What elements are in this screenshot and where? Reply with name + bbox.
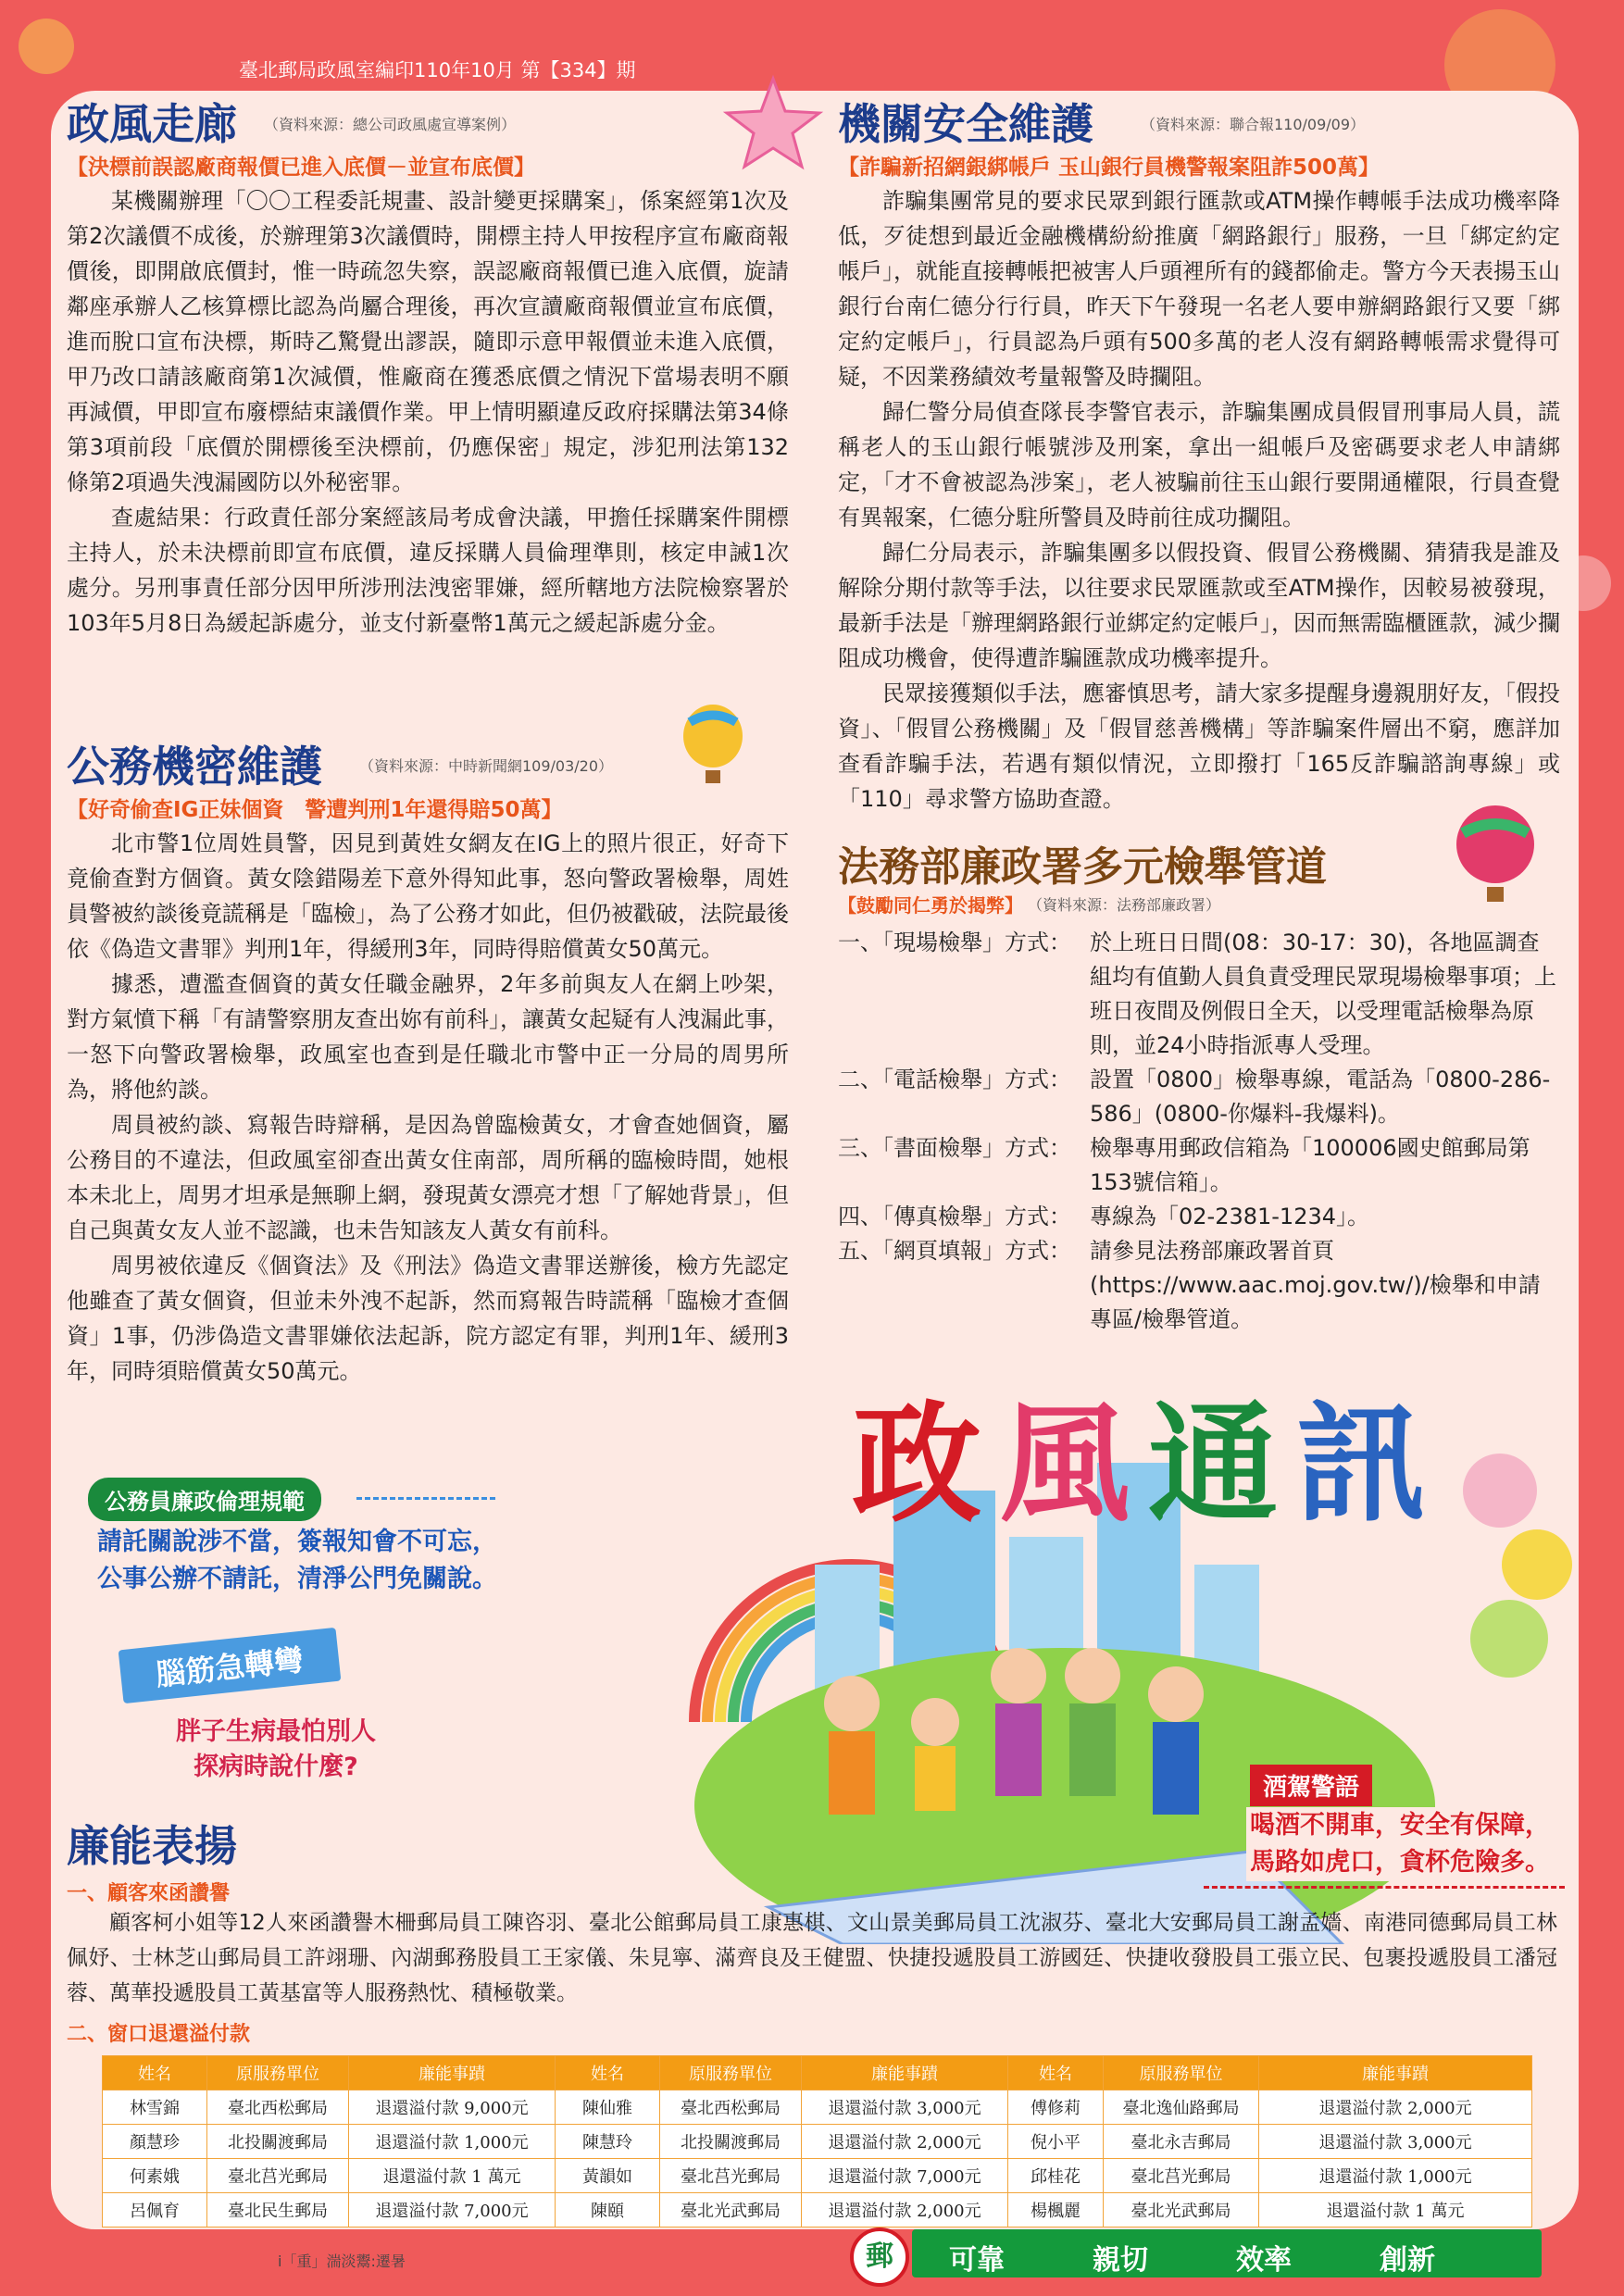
table-header: 姓名: [1008, 2056, 1104, 2090]
report-list: [838, 926, 1560, 1337]
item-label: 五、「網頁填報」方式：: [838, 1238, 1071, 1264]
slogan: 可靠: [949, 2244, 1005, 2277]
paragraph: 北市警1位周姓員警，因見到黃姓女網友在IG上的照片很正，好奇下竟偷查對方個資。黃女陰錯陽差下意外得知此事，怒向警政署檢舉，周姓員警被約談後竟謊稱是「臨檢」，為了公務才如此，但仍被戳破，法院最後依《偽造文書罪》判刑1年，得緩刑3年，同時得賠償黃女50萬元。: [67, 830, 789, 962]
table-cell: 黃韻如: [556, 2159, 660, 2193]
praise-sec2-title: 二、窗口退還溢付款: [67, 2023, 251, 2046]
paragraph: 據悉，遭濫查個資的黃女任職金融界，2年多前與友人在網上吵架，對方氣憤下稱「有請警察朋友查出妳有前科」，讓黃女起疑有人洩漏此事，一怒下向警政署檢舉，政風室也查到是任職北市警中正一分局的周男所為，將他約談。: [67, 971, 789, 1103]
table-cell: 臺北西松郵局: [207, 2090, 349, 2125]
table-row: [103, 2193, 1532, 2227]
table-header-row: [103, 2056, 1532, 2090]
drunk-line: 喝酒不開車，安全有保障，: [1250, 1811, 1550, 1840]
table-cell: 陳慧玲: [556, 2125, 660, 2159]
table-row: [103, 2090, 1532, 2125]
item-text: 於上班日日間(08：30-17：30)，各地區調查組均有值勤人員負責受理民眾現場檢舉事項；上班日夜間及例假日全天，以受理電話檢舉為原則，並24小時指派專人受理。: [1090, 930, 1556, 1058]
table-cell: 臺北光武郵局: [660, 2193, 802, 2227]
table-header: 廉能事蹟: [1259, 2056, 1532, 2090]
table-cell: 陳頤: [556, 2193, 660, 2227]
security-subtitle: 【詐騙新招網銀綁帳戶 玉山銀行員機警報案阻詐500萬】: [838, 156, 1380, 180]
table-cell: 呂佩育: [103, 2193, 207, 2227]
balloon-icon: [681, 704, 745, 787]
table-cell: 退還溢付款 2,000元: [802, 2193, 1008, 2227]
table-header: 原服務單位: [207, 2056, 349, 2090]
table-cell: 退還溢付款 9,000元: [349, 2090, 556, 2125]
table-cell: 退還溢付款 3,000元: [802, 2090, 1008, 2125]
secret-body: [67, 826, 789, 1389]
table-row: [103, 2159, 1532, 2193]
list-item: [838, 1234, 1560, 1337]
item-text: 專線為「02-2381-1234」。: [1090, 1204, 1370, 1229]
masthead-char: 政: [852, 1390, 1001, 1541]
ethics-text: [97, 1524, 497, 1598]
table-cell: 楊楓麗: [1008, 2193, 1104, 2227]
table-header: 姓名: [556, 2056, 660, 2090]
paragraph: 歸仁警分局偵查隊長李警官表示，詐騙集團成員假冒刑事局人員，謊稱老人的玉山銀行帳號涉及刑案，拿出一組帳戶及密碼要求老人申請綁定，「才不會被認為涉案」，老人被騙前往玉山銀行要開通權限，行員查覺有異報案，仁德分駐所警員及時前往成功攔阻。: [838, 399, 1560, 530]
table-cell: 臺北光武郵局: [1104, 2193, 1259, 2227]
table-cell: 倪小平: [1008, 2125, 1104, 2159]
table-cell: 退還溢付款 7,000元: [802, 2159, 1008, 2193]
report-source: （資料來源：法務部廉政署）: [1028, 896, 1221, 914]
ethics-line: 公事公辦不請託，清淨公門免關說。: [97, 1565, 497, 1593]
table-cell: 顏慧珍: [103, 2125, 207, 2159]
drunk-line: 馬路如虎口，貪杯危險多。: [1250, 1848, 1550, 1877]
table-cell: 臺北西松郵局: [660, 2090, 802, 2125]
item-label: 一、「現場檢舉」方式：: [838, 930, 1071, 955]
riddle-ribbon: 腦筋急轉彎: [119, 1628, 342, 1703]
ethics-badge: 公務員廉政倫理規範: [88, 1478, 321, 1521]
table-header: 原服務單位: [1104, 2056, 1259, 2090]
list-item: [838, 1063, 1560, 1131]
table-cell: 臺北逸仙路郵局: [1104, 2090, 1259, 2125]
secret-subtitle: 【好奇偷查IG正妹個資 警遭判刑1年還得賠50萬】: [67, 798, 563, 822]
divider: [356, 1497, 495, 1500]
masthead-char: 風: [1000, 1390, 1149, 1541]
riddle-text: [176, 1715, 376, 1785]
praise-sec1-title: 一、顧客來函讚譽: [67, 1882, 231, 1905]
table-header: 原服務單位: [660, 2056, 802, 2090]
table-cell: 林雪錦: [103, 2090, 207, 2125]
corridor-body: [67, 183, 789, 641]
secret-title: 公務機密維護: [67, 742, 322, 792]
masthead-char: 訊: [1296, 1390, 1445, 1541]
table-cell: 退還溢付款 1 萬元: [349, 2159, 556, 2193]
table-cell: 北投關渡郵局: [207, 2125, 349, 2159]
table-header: 姓名: [103, 2056, 207, 2090]
paragraph: 顧客柯小姐等12人來函讚譽木柵郵局員工陳咨羽、臺北公館郵局員工康惠棋、文山景美郵局員工沈淑芬、臺北大安郵局員工謝孟嬙、南港同德郵局員工林佩妤、士林芝山郵局員工許翊珊、內湖郵務股員工王家儀、朱見寧、滿齊良及王健盟、快捷投遞股員工游國廷、快捷收發股員工張立民、包裹投遞股員工潘冠蓉、萬華投遞股員工黃基富等人服務熱忱、積極敬業。: [67, 1911, 1557, 2005]
paragraph: 歸仁分局表示，詐騙集團多以假投資、假冒公務機關、猜猜我是誰及解除分期付款等手法，以往要求民眾匯款或至ATM操作，因較易被發現，最新手法是「辦理網路銀行並綁定約定帳戶」，因而無需臨櫃匯款，減少攔阻成功機會，使得遭詐騙匯款成功機率提升。: [838, 540, 1560, 671]
report-subtitle: 【鼓勵同仁勇於揭弊】: [838, 894, 1023, 917]
slogan: 創新: [1380, 2244, 1435, 2277]
masthead-title: [852, 1361, 1444, 1547]
list-item: [838, 1200, 1560, 1234]
item-label: 四、「傳真檢舉」方式：: [838, 1204, 1071, 1229]
paragraph: 周男被依違反《個資法》及《刑法》偽造文書罪送辦後，檢方先認定他雖查了黃女個資，但並未外洩不起訴，然而寫報告時謊稱「臨檢才查個資」1事，仍涉偽造文書罪嫌依法起訴，院方認定有罪，判刑1年、緩刑3年，同時須賠償黃女50萬元。: [67, 1253, 789, 1384]
security-title: 機關安全維護: [838, 99, 1093, 149]
list-item: [838, 1131, 1560, 1200]
slogan-bar: [912, 2229, 1542, 2277]
table-cell: 退還溢付款 7,000元: [349, 2193, 556, 2227]
report-title: 法務部廉政署多元檢舉管道: [838, 843, 1327, 891]
paragraph: 周員被約談、寫報告時辯稱，是因為曾臨檢黃女，才會查她個資，屬公務目的不違法，但政風室卻查出黃女住南部，周所稱的臨檢時間，她根本未北上，周男才坦承是無聊上網，發現黃女漂亮才想「了解她背景」，但自己與黃女友人並不認識，也未告知該友人黃女有前科。: [67, 1112, 789, 1243]
riddle-line: 胖子生病最怕別人: [176, 1717, 376, 1746]
security-source: （資料來源：聯合報110/09/09）: [1141, 116, 1366, 133]
ethics-line: 請託關說涉不當，簽報知會不可忘，: [97, 1528, 497, 1556]
table-header: 廉能事蹟: [802, 2056, 1008, 2090]
table-row: [103, 2125, 1532, 2159]
item-label: 二、「電話檢舉」方式：: [838, 1067, 1071, 1092]
slogan: 效率: [1236, 2244, 1292, 2277]
item-text: 請參見法務部廉政署首頁(https://www.aac.moj.gov.tw/)/檢舉和申請專區/檢舉管道。: [1090, 1238, 1541, 1332]
table-cell: 退還溢付款 1,000元: [1259, 2159, 1532, 2193]
table-cell: 何素娥: [103, 2159, 207, 2193]
drunk-badge: 酒駕警語: [1250, 1765, 1372, 1806]
paragraph: 查處結果：行政責任部分案經該局考成會決議，甲擔任採購案件開標主持人，於未決標前即宣布底價，違反採購人員倫理準則，核定申誡1次處分。另刑事責任部分因甲所涉刑法洩密罪嫌，經所轄地方法院檢察署於103年5月8日為緩起訴處分，並支付新臺幣1萬元之緩起訴處分金。: [67, 505, 789, 636]
masthead-char: 通: [1148, 1390, 1297, 1541]
decor-sparkle: [19, 19, 74, 74]
slogan: 親切: [1093, 2244, 1148, 2277]
issue-line: 臺北郵局政風室編印110年10月 第【334】期: [239, 59, 636, 81]
item-text: 設置「0800」檢舉專線，電話為「0800-286-586」(0800-你爆料-我爆料)。: [1090, 1067, 1551, 1127]
secret-source: （資料來源：中時新聞網109/03/20）: [359, 757, 614, 775]
table-cell: 退還溢付款 1,000元: [349, 2125, 556, 2159]
paragraph: 某機關辦理「〇〇工程委託規畫、設計變更採購案」，係案經第1次及第2次議價不成後，於辦理第3次議價時，開標主持人甲按程序宣布廠商報價後，即開啟底價封，惟一時疏忽失察，誤認廠商報價已進入底價，旋請鄰座承辦人乙核算標比認為尚屬合理後，再次宣讀廠商報價並宣布底價，進而脫口宣布決標，斯時乙驚覺出謬誤，隨即示意甲報價並未進入底價，甲乃改口請該廠商第1次減價，惟廠商在獲悉底價之情況下當場表明不願再減價，甲即宣布廢標結束議價作業。甲上情明顯違反政府採購法第34條第3項前段「底價於開標後至決標前，仍應保密」規定，涉犯刑法第132條第2項過失洩漏國防以外秘密罪。: [67, 188, 789, 495]
riddle-line: 探病時說什麼?: [194, 1753, 358, 1781]
table-cell: 北投關渡郵局: [660, 2125, 802, 2159]
table-header: 廉能事蹟: [349, 2056, 556, 2090]
list-item: [838, 926, 1560, 1063]
praise-sec1-body: [67, 1905, 1557, 2011]
table-cell: 臺北莒光郵局: [1104, 2159, 1259, 2193]
table-cell: 臺北永吉郵局: [1104, 2125, 1259, 2159]
table-cell: 臺北民生郵局: [207, 2193, 349, 2227]
praise-title: 廉能表揚: [67, 1821, 237, 1871]
item-text: 檢舉專用郵政信箱為「100006國史館郵局第153號信箱」。: [1090, 1135, 1530, 1195]
item-label: 三、「書面檢舉」方式：: [838, 1135, 1071, 1161]
table-cell: 邱桂花: [1008, 2159, 1104, 2193]
security-body: [838, 183, 1560, 817]
table-cell: 退還溢付款 2,000元: [1259, 2090, 1532, 2125]
corridor-source: （資料來源：總公司政風處宣導案例）: [264, 116, 517, 133]
balloon-icon: [1454, 805, 1537, 907]
corridor-title: 政風走廊: [67, 99, 237, 149]
table-cell: 退還溢付款 1 萬元: [1259, 2193, 1532, 2227]
footnote: i「重」湍淡鬻:遷暑: [278, 2252, 406, 2270]
corridor-subtitle: 【決標前誤認廠商報價已進入底價－並宣布底價】: [67, 156, 535, 180]
table-cell: 臺北莒光郵局: [207, 2159, 349, 2193]
table-cell: 臺北莒光郵局: [660, 2159, 802, 2193]
table-cell: 傅修莉: [1008, 2090, 1104, 2125]
refund-table: [102, 2055, 1532, 2227]
drunk-text: [1246, 1807, 1554, 1881]
table-cell: 陳仙雅: [556, 2090, 660, 2125]
table-cell: 退還溢付款 2,000元: [802, 2125, 1008, 2159]
paragraph: 詐騙集團常見的要求民眾到銀行匯款或ATM操作轉帳手法成功機率降低，歹徒想到最近金融機構紛紛推廣「網路銀行」服務，一旦「綁定約定帳戶」，就能直接轉帳把被害人戶頭裡所有的錢都偷走。警方今天表揚玉山銀行台南仁德分行行員，昨天下午發現一名老人要申辦網路銀行又要「綁定約定帳戶」，行員認為戶頭有500多萬的老人沒有網路轉帳需求覺得可疑，不因業務績效考量報警及時攔阻。: [838, 188, 1560, 390]
paragraph: 民眾接獲類似手法，應審慎思考，請大家多提醒身邊親朋好友，「假投資」、「假冒公務機關」及「假冒慈善機構」等詐騙案件層出不窮，應詳加查看詐騙手法，若遇有類似情況，立即撥打「165反詐騙諮詢專線」或「110」尋求警方協助查證。: [838, 680, 1560, 812]
table-cell: 退還溢付款 3,000元: [1259, 2125, 1532, 2159]
post-logo: 郵: [850, 2227, 909, 2287]
divider: [1204, 1886, 1565, 1889]
star-decoration: [722, 74, 824, 176]
